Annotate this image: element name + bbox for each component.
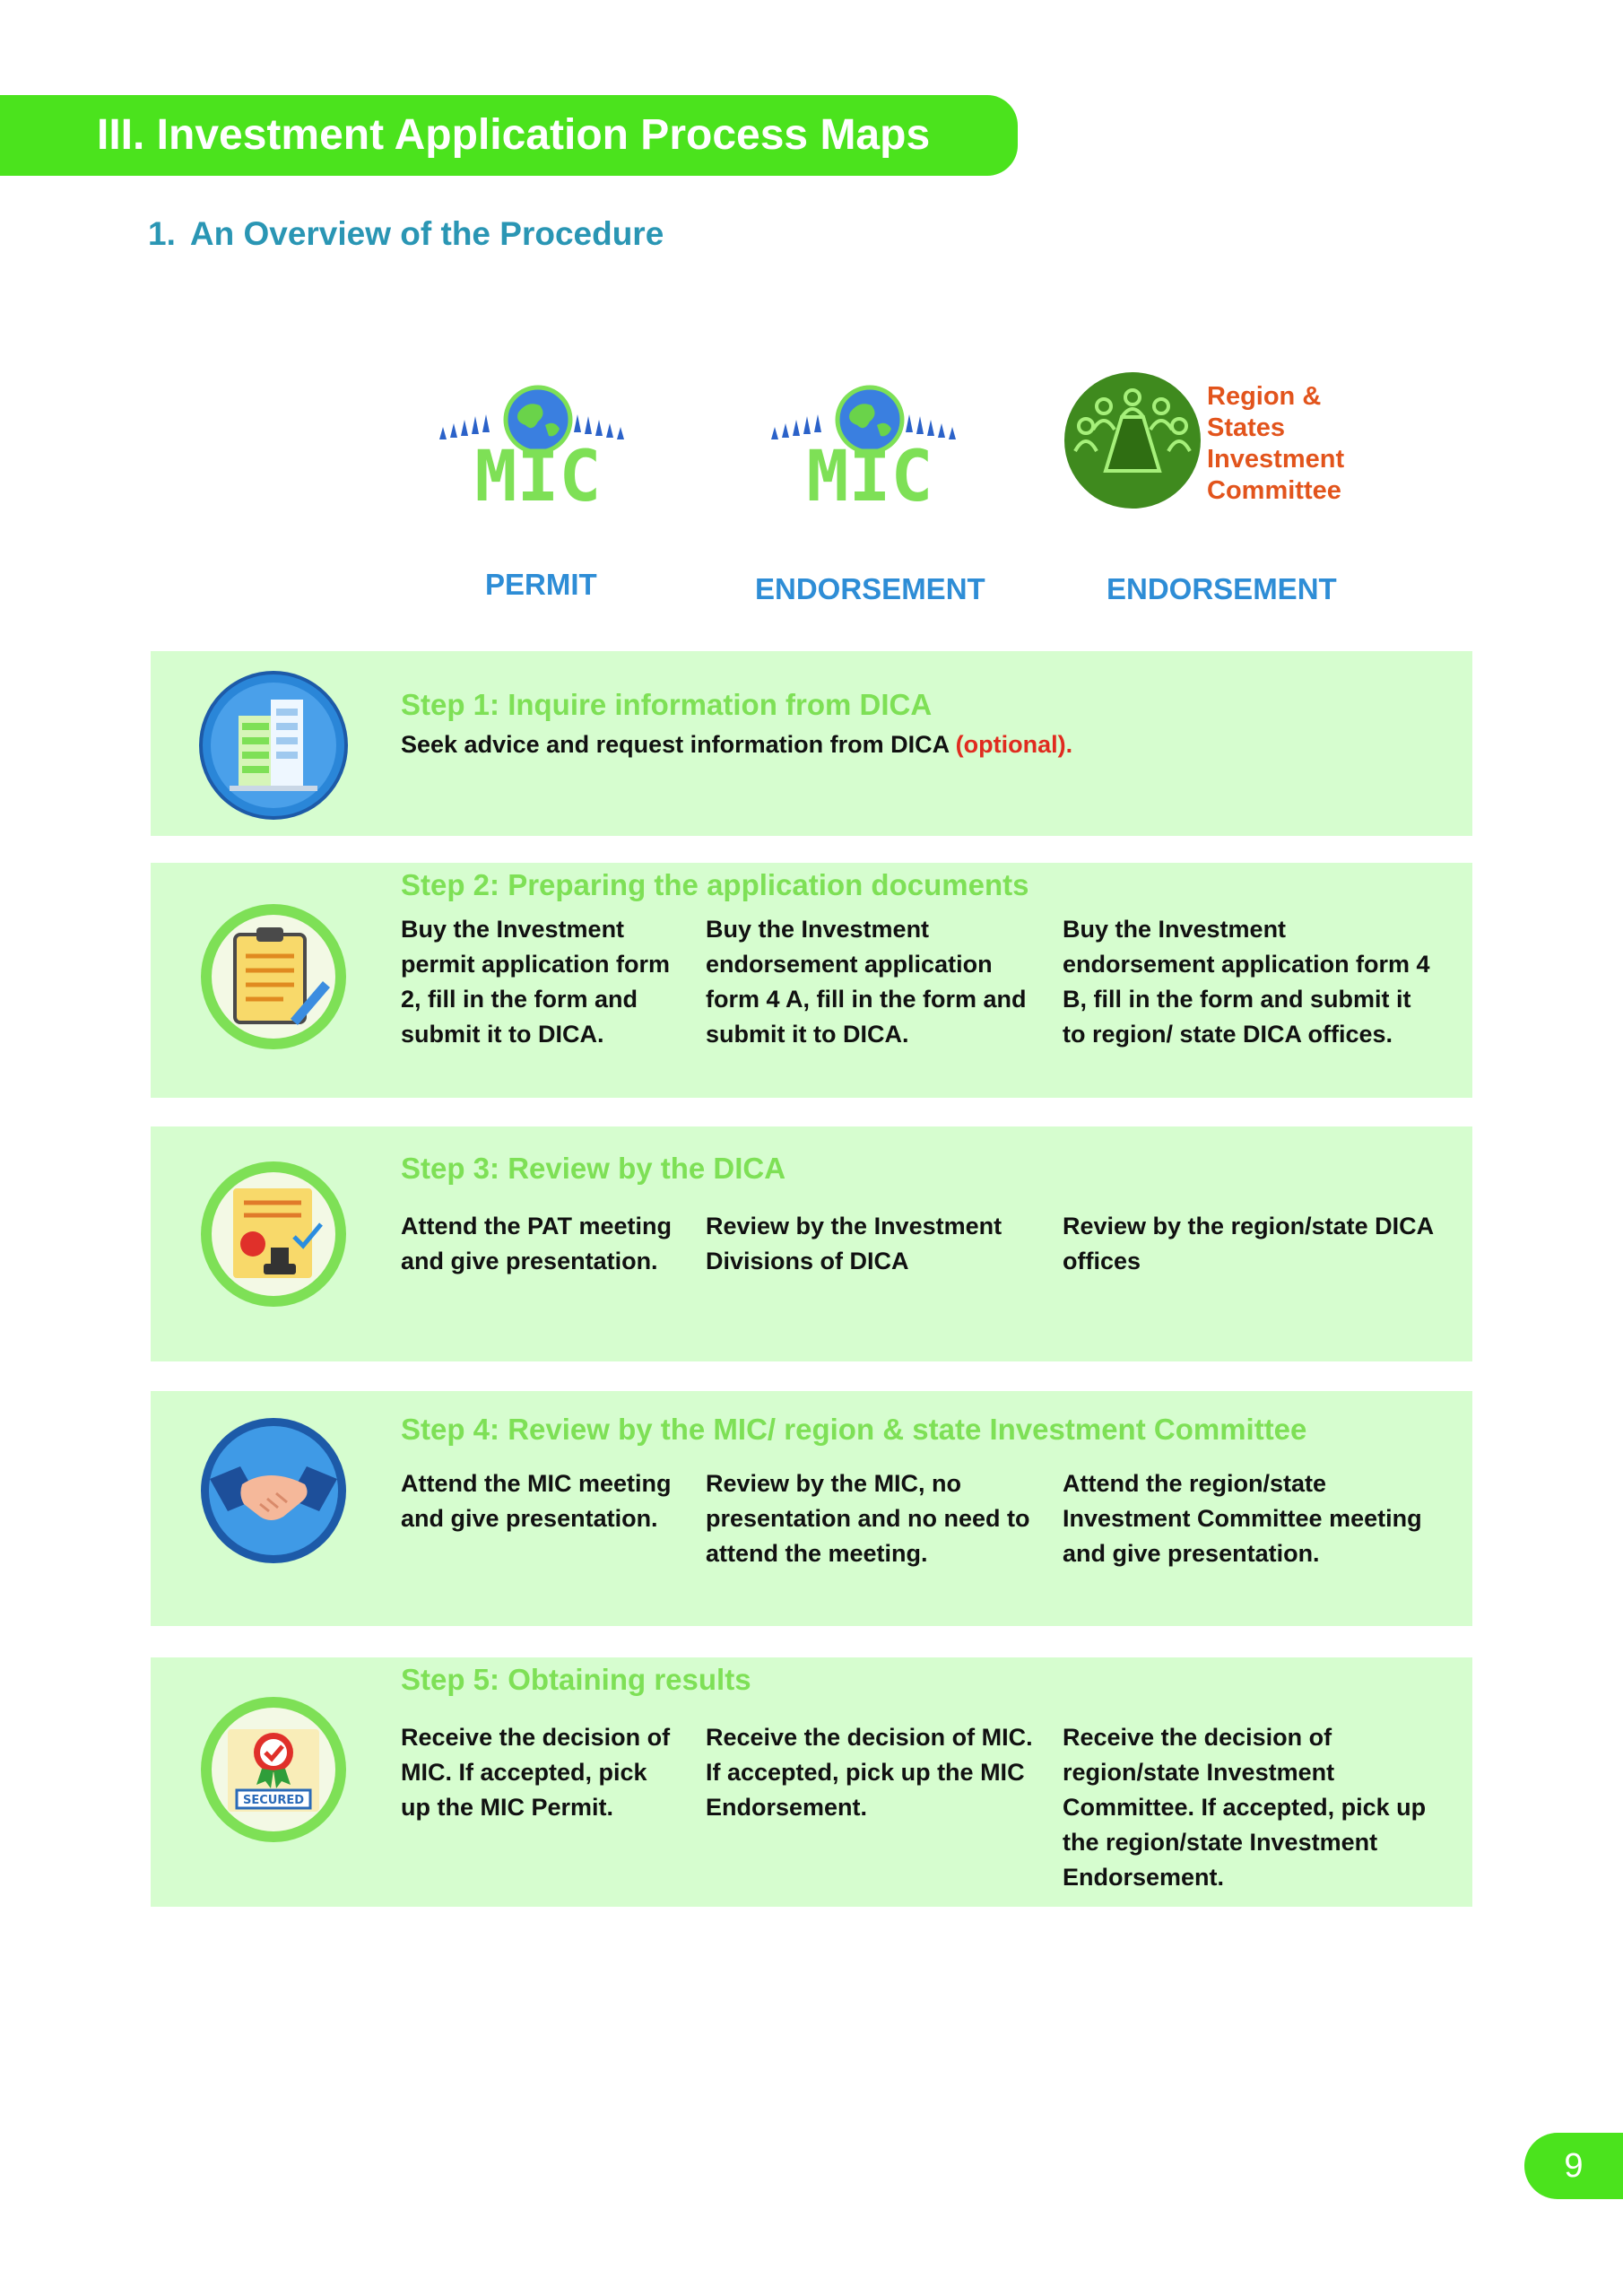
step-2-rsic-endorsement-text: Buy the Investment endorsement application form 4 B, fill in the form and submit it to region/ state DICA offices.	[1063, 916, 1430, 1048]
optional-note: (optional).	[955, 731, 1073, 758]
subsection-title	[148, 215, 664, 253]
label-endorsement-mic: ENDORSEMENT	[755, 572, 985, 605]
section-title: III. Investment Application Process Maps	[97, 111, 931, 159]
step-2-title: Step 2: Preparing the application documents	[401, 868, 1029, 901]
secured-badge-text: SECURED	[242, 1794, 305, 1807]
step-3-title: Step 3: Review by the DICA	[401, 1152, 786, 1185]
building-icon	[197, 669, 350, 822]
step-4-permit-text: Attend the MIC meeting and give presentation.	[401, 1470, 672, 1532]
step-5-mic-endorsement-text: Receive the decision of MIC. If accepted, pick up the MIC Endorsement.	[706, 1724, 1033, 1821]
step-5-panel	[151, 1657, 1472, 1907]
step-5-permit-text: Receive the decision of MIC. If accepted, pick up the MIC Permit.	[401, 1724, 671, 1821]
subsection-text: An Overview of the Procedure	[189, 215, 664, 252]
handshake-icon	[197, 1414, 350, 1567]
step-5-title: Step 5: Obtaining results	[401, 1663, 751, 1696]
step-3-panel	[151, 1126, 1472, 1361]
step-2-permit-text: Buy the Investment permit application form 2, fill in the form and submit it to DICA.	[401, 916, 671, 1048]
mic-logo-permit	[421, 377, 655, 511]
section-banner	[0, 95, 1018, 176]
label-endorsement-rsic: ENDORSEMENT	[1107, 572, 1337, 605]
step-4-title: Step 4: Review by the MIC/ region & state Investment Committee	[401, 1413, 1307, 1446]
mic-logo-text: MIC	[474, 437, 602, 511]
step-2-panel	[151, 863, 1472, 1098]
step-1-title: Step 1: Inquire information from DICA	[401, 688, 933, 721]
step-4-panel	[151, 1391, 1472, 1626]
page-number: 9	[1524, 2133, 1623, 2199]
clipboard-icon	[197, 900, 350, 1053]
step-3-mic-endorsement-text: Review by the Investment Divisions of DICA	[706, 1213, 1002, 1274]
mic-logo-endorsement	[753, 377, 986, 511]
step-1-panel	[151, 651, 1472, 836]
rsic-logo-text: Region & States Investment Committee	[1207, 382, 1345, 505]
label-permit: PERMIT	[485, 568, 597, 601]
secured-certificate-icon	[197, 1693, 350, 1846]
step-3-permit-text: Attend the PAT meeting and give presentation.	[401, 1213, 672, 1274]
step-1-text: Seek advice and request information from DICA (optional).	[401, 731, 1073, 758]
step-5-rsic-endorsement-text: Receive the decision of region/state Investment Committee. If accepted, pick up the region/state Investment Endorsement.	[1063, 1724, 1427, 1891]
step-4-mic-endorsement-text: Review by the MIC, no presentation and no need to attend the meeting.	[706, 1470, 1030, 1567]
mic-logo-text: MIC	[806, 437, 933, 511]
stamp-document-icon	[197, 1158, 350, 1310]
step-3-rsic-endorsement-text: Review by the region/state DICA offices	[1063, 1213, 1434, 1274]
step-4-rsic-endorsement-text: Attend the region/state Investment Committee meeting and give presentation.	[1063, 1470, 1422, 1567]
subsection-number: 1.	[148, 215, 176, 252]
step-2-mic-endorsement-text: Buy the Investment endorsement application form 4 A, fill in the form and submit it to DICA.	[706, 916, 1027, 1048]
rsic-logo	[1063, 370, 1202, 510]
